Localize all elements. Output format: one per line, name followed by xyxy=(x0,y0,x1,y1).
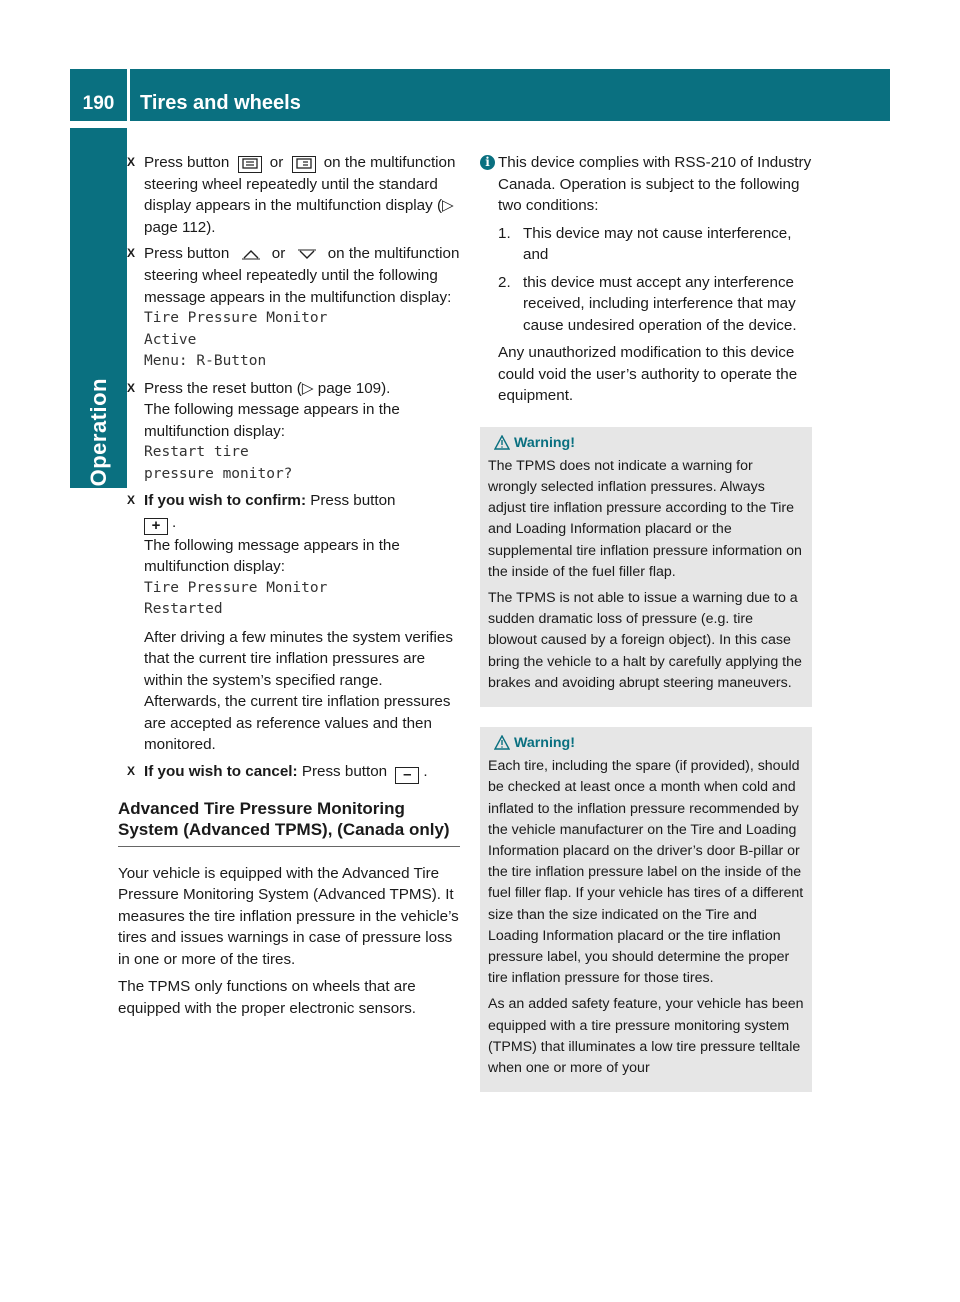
body-paragraph: Your vehicle is equipped with the Advanced Tire Pressure Monitoring System (Advanced TPMS). It measures the tire inflation pressure in the vehicle’s tires and issues warnings in case of pressure loss in one or more of the tires. xyxy=(118,864,459,968)
list-text: this device must accept any interference received, including interference that may cause undesired operation of the device. xyxy=(523,273,797,334)
display-back-key-icon xyxy=(238,156,262,173)
step-text: The following message appears in the multifunction display: xyxy=(144,536,400,575)
step-marker-icon: X xyxy=(127,763,136,778)
section-heading: Advanced Tire Pressure Monitoring System (Advanced TPMS), (Canada only) xyxy=(118,798,460,847)
step-paragraph: After driving a few minutes the system verifies that the current tire inflation pressures are within the system’s specified range. Afterwards, the current tire inflation pressures are accepted as reference values and then monitored. xyxy=(144,628,453,753)
step-item xyxy=(126,152,460,238)
warning-paragraph: Each tire, including the spare (if provided), should be checked at least once a month when cold and inflated to the inflation pressure recommended by the vehicle manufacturer on the Tire and Loading Information placard on the driver’s door B-pillar or the tire inflation pressure label on the inside of the fuel filler flap. If your vehicle has tires of a different size than the size indicated on the Tire and Loading Information placard or the tire inflation pressure label, you should determine the proper tire inflation pressure for those tires. xyxy=(488,758,804,987)
step-text: Press button xyxy=(310,492,396,509)
warning-title xyxy=(488,433,804,454)
side-tab xyxy=(70,128,127,488)
step-text: Press button xyxy=(144,245,230,262)
display-forward-key-icon xyxy=(292,156,316,173)
display-message: Tire Pressure Monitor xyxy=(144,310,328,326)
numbered-list xyxy=(498,223,812,337)
info-note xyxy=(480,152,812,217)
warning-box xyxy=(480,427,812,707)
display-message: Restart tire xyxy=(144,444,249,460)
step-text: on the multifunction steering wheel repeatedly until the following message appears in the multifunction display: xyxy=(144,245,460,306)
right-column xyxy=(480,152,812,1092)
page-ref-icon: ▷ xyxy=(301,379,318,397)
step-item xyxy=(126,378,460,486)
warning-triangle-icon xyxy=(494,435,510,450)
header-divider xyxy=(127,69,130,121)
minus-key-icon: – xyxy=(395,767,419,784)
step-item xyxy=(126,761,460,784)
step-item xyxy=(126,243,460,373)
page-ref[interactable]: page 109). xyxy=(317,379,391,397)
list-number: 1. xyxy=(498,224,511,242)
warning-paragraph: As an added safety feature, your vehicle has been equipped with a tire pressure monitoring system (TPMS) that illuminates a low tire pressure telltale when one or more of your xyxy=(488,996,804,1076)
warning-paragraph: The TPMS is not able to issue a warning due to a sudden dramatic loss of pressure (e.g. tire blowout caused by a foreign object). In this case bring the vehicle to a halt by carefully applying the brakes and avoiding abrupt steering maneuvers. xyxy=(488,589,802,691)
step-text: or xyxy=(271,245,286,262)
page-ref[interactable]: page 112). xyxy=(144,218,216,236)
warning-title-text: Warning! xyxy=(514,734,575,751)
display-message: pressure monitor? xyxy=(144,465,293,482)
step-marker-icon: X xyxy=(127,246,136,260)
step-marker-icon: X xyxy=(127,380,136,395)
body-paragraph: The TPMS only functions on wheels that are equipped with the proper electronic sensors. xyxy=(118,978,417,1017)
list-text: This device may not cause interference, and xyxy=(523,224,792,263)
section-title: Tires and wheels xyxy=(140,92,301,114)
page-number: 190 xyxy=(82,93,115,114)
info-text: This device complies with RSS-210 of Industry Canada. Operation is subject to the following two conditions: xyxy=(498,154,812,214)
step-marker-icon: X xyxy=(127,155,136,169)
step-marker-icon: X xyxy=(127,493,136,507)
step-text: . xyxy=(172,513,177,531)
side-tab-label: Operation xyxy=(85,377,111,486)
step-text: . xyxy=(423,762,428,780)
step-condition: If you wish to confirm: xyxy=(144,492,306,509)
display-message: Active xyxy=(144,331,197,348)
step-text: Press button xyxy=(301,762,388,780)
display-message: Menu: R-Button xyxy=(144,353,267,369)
step-text: Press button xyxy=(144,154,230,171)
step-item xyxy=(126,490,460,756)
warning-title-text: Warning! xyxy=(514,434,575,451)
warning-box xyxy=(480,727,812,1092)
warning-triangle-icon xyxy=(494,735,510,750)
plus-key-icon: + xyxy=(144,518,168,535)
step-text: or xyxy=(269,154,284,171)
list-item xyxy=(498,223,812,266)
down-key-icon xyxy=(294,248,320,265)
step-text: The following message appears in the multifunction display: xyxy=(144,401,400,440)
display-message: Restarted xyxy=(144,601,223,617)
left-column xyxy=(118,152,460,1025)
page-ref-icon: ▷ xyxy=(442,197,454,214)
list-number: 2. xyxy=(498,273,511,291)
step-text: Press the reset button ( xyxy=(144,379,302,397)
warning-paragraph: The TPMS does not indicate a warning for wrongly selected inflation pressures. Always adjust tire inflation pressure according to the Tire and Loading Information placard or the supplemental tire inflation pressure information on the inside of the fuel filler flap. xyxy=(488,457,802,580)
list-item xyxy=(498,272,812,337)
step-condition: If you wish to cancel: xyxy=(144,762,298,780)
step-text: on the multifunction steering wheel repeatedly until the standard display appears in the multifunction display ( xyxy=(144,154,456,214)
up-key-icon xyxy=(238,248,264,265)
warning-title xyxy=(488,733,804,754)
display-message: Tire Pressure Monitor xyxy=(144,579,328,596)
info-text: Any unauthorized modification to this device could void the user’s authority to operate the equipment. xyxy=(498,344,798,404)
info-icon: i xyxy=(480,155,495,170)
